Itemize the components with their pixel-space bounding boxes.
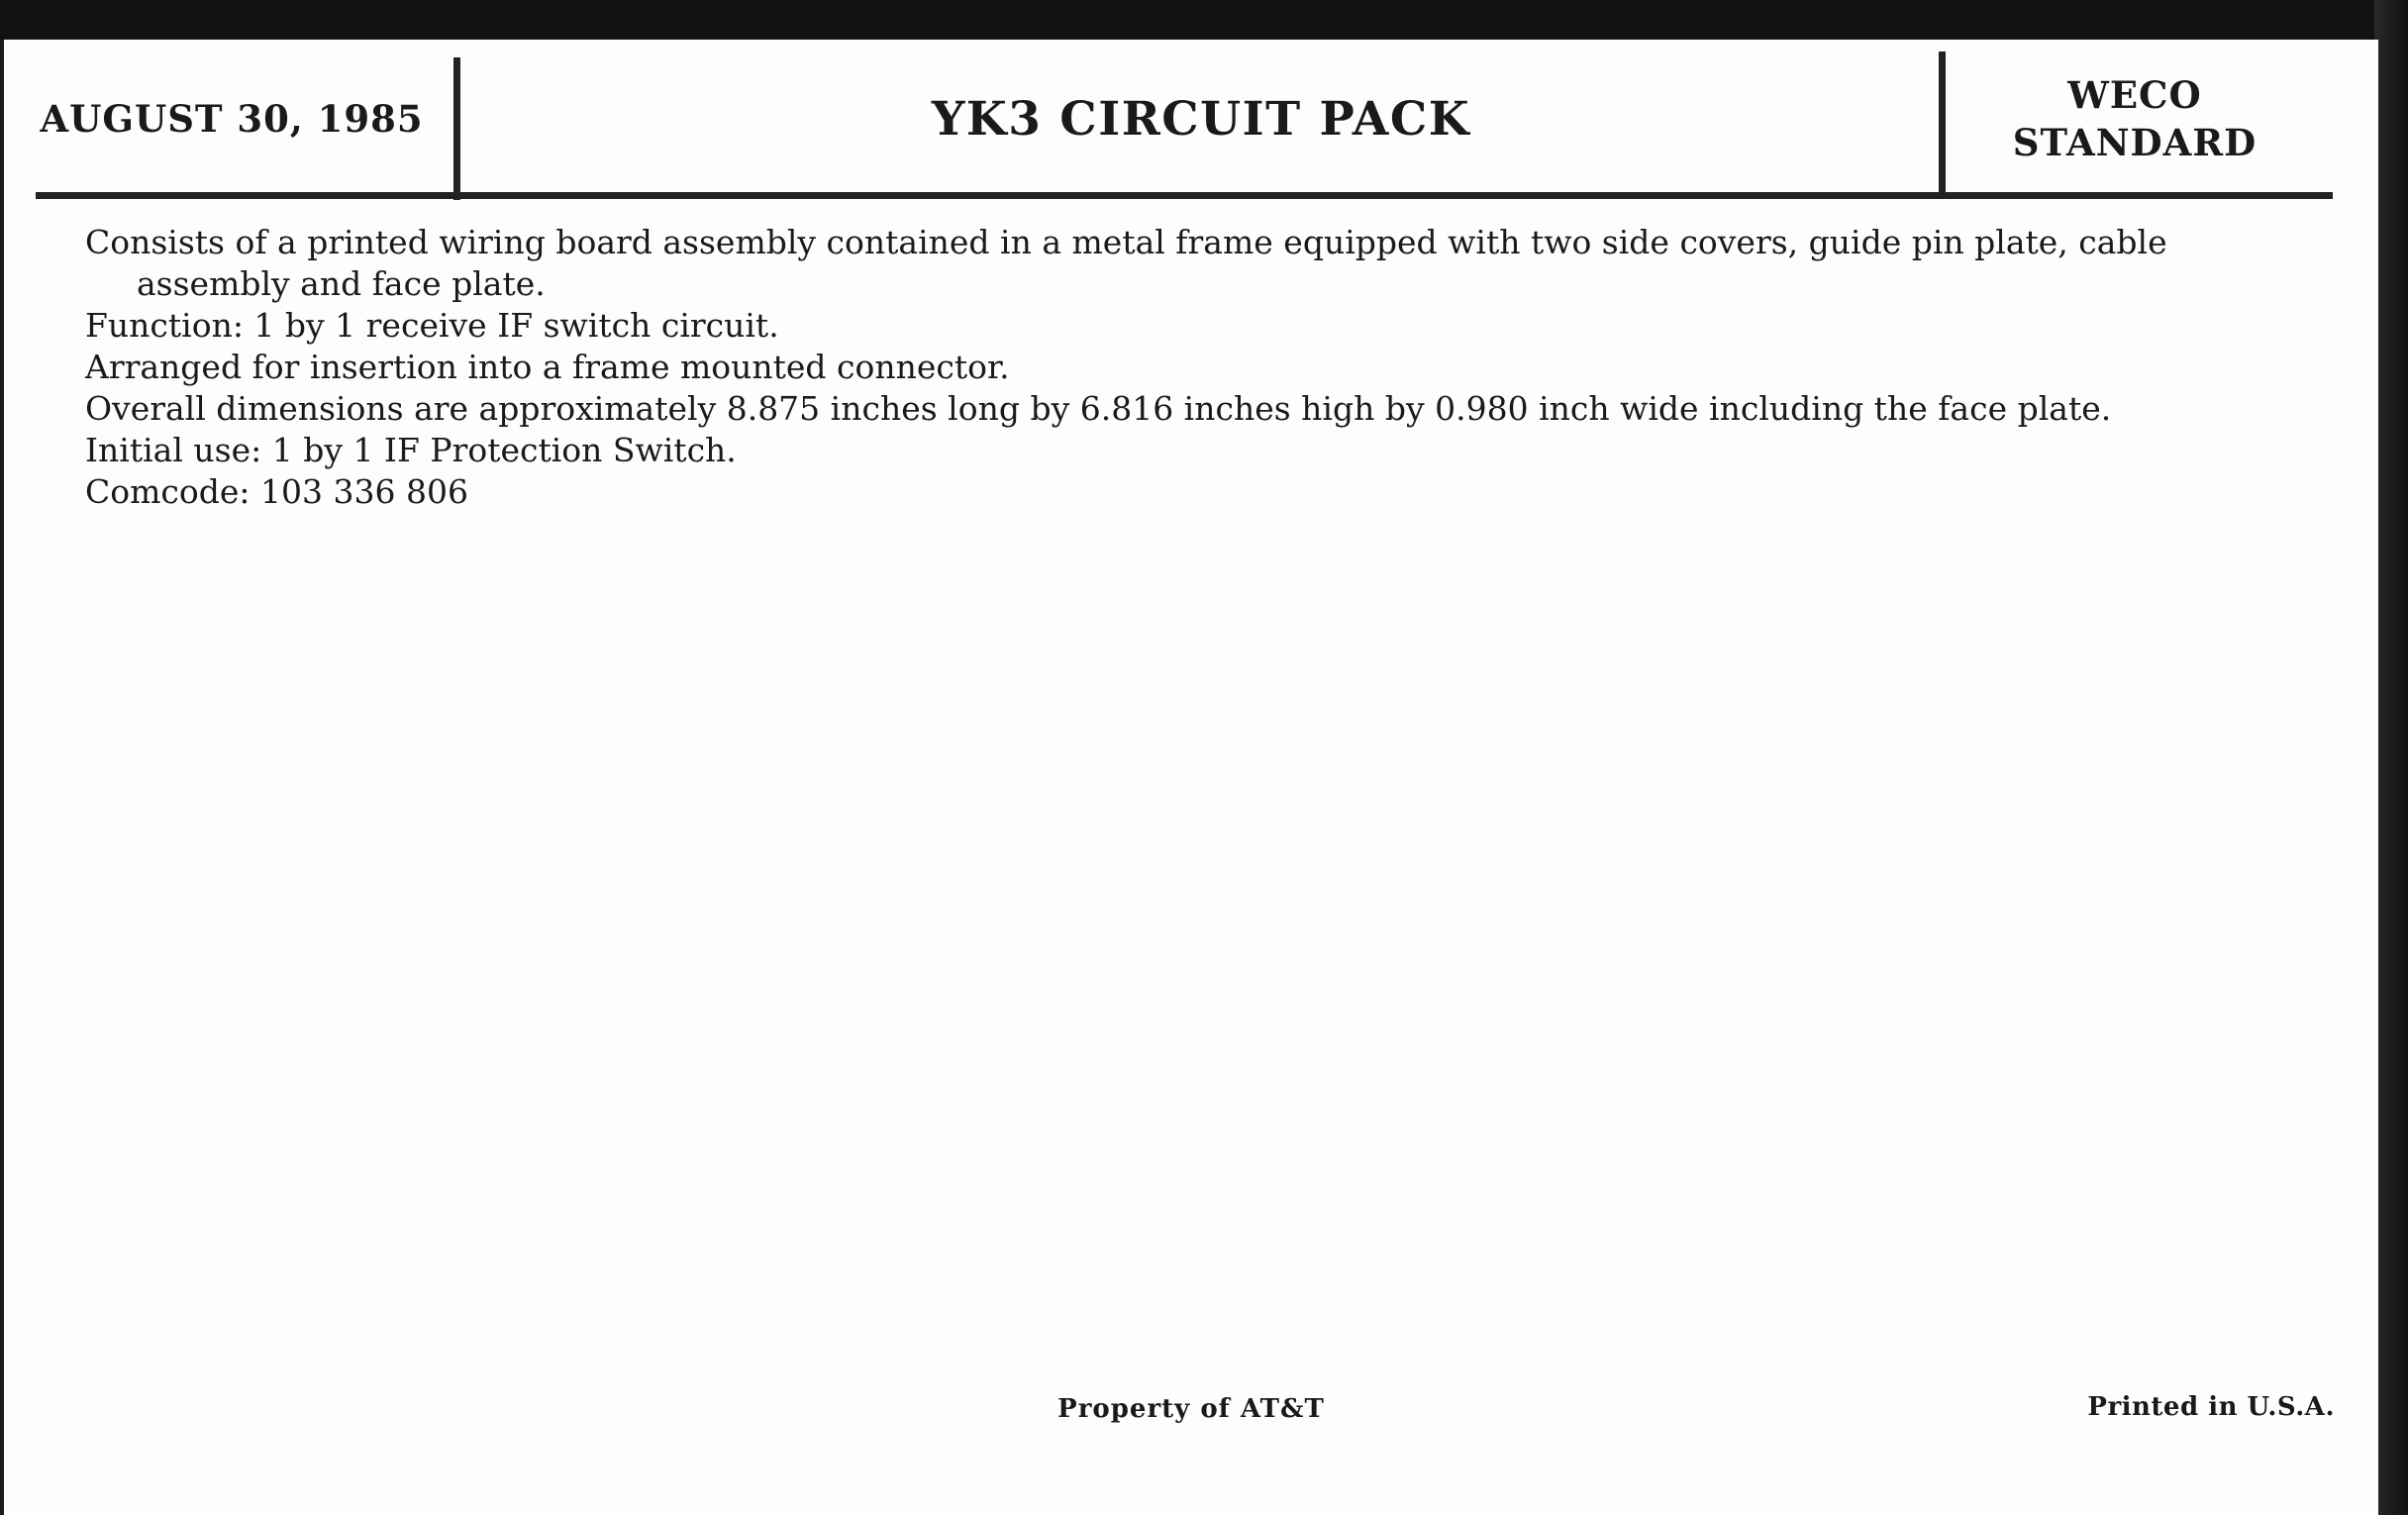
paragraph-function: Function: 1 by 1 receive IF switch circuit. <box>85 306 779 345</box>
paragraph-dimensions: Overall dimensions are approximately 8.875 inches long by 6.816 inches high by 0.980 inch wide including the face plate. <box>85 389 2112 428</box>
standard-card <box>4 40 2378 1515</box>
standard-line-2: STANDARD <box>2012 121 2258 164</box>
paragraph-construction: Consists of a printed wiring board assembly contained in a metal frame equipped with two side covers, guide pin plate, cable assembly and face plate. <box>85 223 2167 303</box>
header-divider-right <box>1939 51 1946 196</box>
paragraph-initial-use: Initial use: 1 by 1 IF Protection Switch. <box>85 431 737 469</box>
scan-border-right <box>2374 0 2408 1515</box>
page-title: YK3 CIRCUIT PACK <box>931 91 1471 147</box>
header-date: AUGUST 30, 1985 <box>40 97 424 141</box>
standard-line-1: WECO <box>2067 73 2202 117</box>
paragraph-arrangement: Arranged for insertion into a frame mounted connector. <box>85 348 1010 386</box>
paragraph-comcode: Comcode: 103 336 806 <box>85 472 468 511</box>
scan-border-top <box>0 0 2408 40</box>
footer-printed: Printed in U.S.A. <box>2087 1392 2335 1422</box>
header-divider-left <box>453 57 460 200</box>
description-body <box>85 222 2323 513</box>
header-rule <box>36 192 2333 199</box>
footer-property: Property of AT&T <box>1057 1394 1325 1424</box>
header-standard <box>1956 59 2313 178</box>
